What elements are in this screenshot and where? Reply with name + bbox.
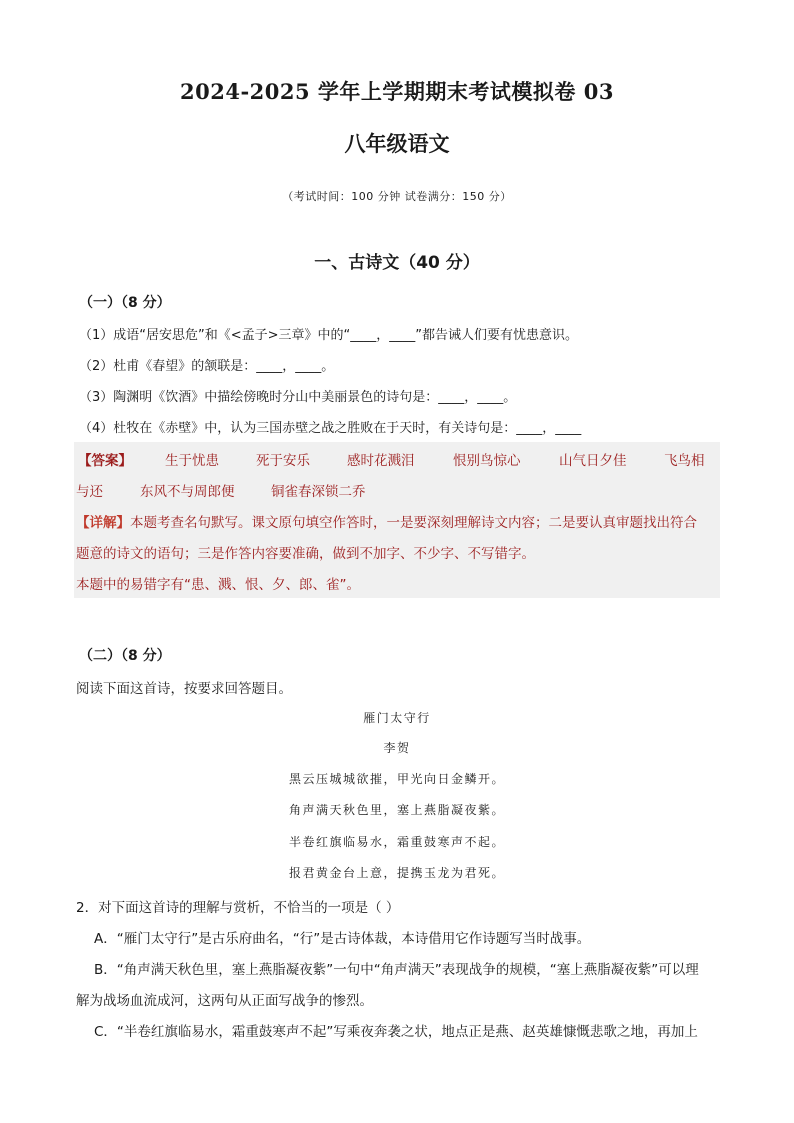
answer-item: 飞鸟相 <box>664 453 705 469</box>
answer-item: 生于忧患 <box>165 453 219 469</box>
answer-item: 感时花溅泪 <box>347 453 415 469</box>
question-line: （4）杜牧在《赤壁》中，认为三国赤壁之战之胜败在于天时，有关诗句是：____，____ <box>79 421 582 436</box>
part1-heading: （一）（8 分） <box>79 295 171 311</box>
poem-author: 李贺 <box>383 741 411 755</box>
poem-line: 角声满天秋色里，塞上燕脂凝夜紫。 <box>288 803 505 817</box>
instruction: 阅读下面这首诗，按要求回答题目。 <box>76 681 292 697</box>
detail-text: 本题考查名句默写。课文原句填空作答时，一是要深刻理解诗文内容；二是要认真审题找出符合 <box>130 515 697 531</box>
poem-title: 雁门太守行 <box>363 711 431 725</box>
answer-box <box>74 442 720 598</box>
detail-tag: 【详解】 <box>76 515 130 531</box>
section-heading: 一、古诗文（40 分） <box>314 253 480 273</box>
poem-line: 黑云压城城欲摧，甲光向日金鳞开。 <box>288 772 505 786</box>
answer-tag: 【答案】 <box>78 453 132 469</box>
option-b: B．“角声满天秋色里，塞上燕脂凝夜紫”一句中“角声满天”表现战争的规模，“塞上燕脂凝夜紫”可以理 <box>94 962 699 978</box>
poem-line: 报君黄金台上意，提携玉龙为君死。 <box>288 866 505 880</box>
part2-heading: （二）（8 分） <box>79 648 171 664</box>
page-title: 2024-2025 学年上学期期末考试模拟卷 03 <box>180 79 614 104</box>
option-b-continued: 解为战场血流成河，这两句从正面写战争的惨烈。 <box>76 993 373 1009</box>
detail-line <box>76 511 697 531</box>
question-line: （3）陶渊明《饮酒》中描绘傍晚时分山中美丽景色的诗句是：____，____。 <box>79 390 517 405</box>
detail-line: 题意的诗文的语句；三是作答内容要准确，做到不加字、不少字、不写错字。 <box>76 546 535 562</box>
answer-item: 山气日夕佳 <box>559 453 627 469</box>
question-line: （1）成语“居安思危”和《<孟子>三章》中的“____，____”都告诫人们要有忧患意识。 <box>79 328 578 343</box>
answer-item: 死于安乐 <box>256 453 310 469</box>
question-line: （2）杜甫《春望》的颔联是：____，____。 <box>79 359 335 374</box>
question-stem: 2．对下面这首诗的理解与赏析，不恰当的一项是（ ） <box>76 900 400 916</box>
answer-item: 铜雀春深锁二乔 <box>271 484 366 500</box>
option-a: A．“雁门太守行”是古乐府曲名，“行”是古诗体裁，本诗借用它作诗题写当时战事。 <box>94 931 591 947</box>
answer-item: 东风不与周郎便 <box>140 484 235 500</box>
option-c: C．“半卷红旗临易水，霜重鼓寒声不起”写乘夜奔袭之状，地点正是燕、赵英雄慷慨悲歌之地，再加上 <box>94 1024 698 1040</box>
poem-line: 半卷红旗临易水，霜重鼓寒声不起。 <box>288 835 505 849</box>
answer-item: 与还 <box>76 484 103 500</box>
detail-line: 本题中的易错字有“患、溅、恨、夕、郎、雀”。 <box>76 577 360 593</box>
answer-item: 恨别鸟惊心 <box>453 453 521 469</box>
exam-info: （考试时间：100 分钟 试卷满分：150 分） <box>282 190 512 203</box>
page-subtitle: 八年级语文 <box>344 132 450 156</box>
